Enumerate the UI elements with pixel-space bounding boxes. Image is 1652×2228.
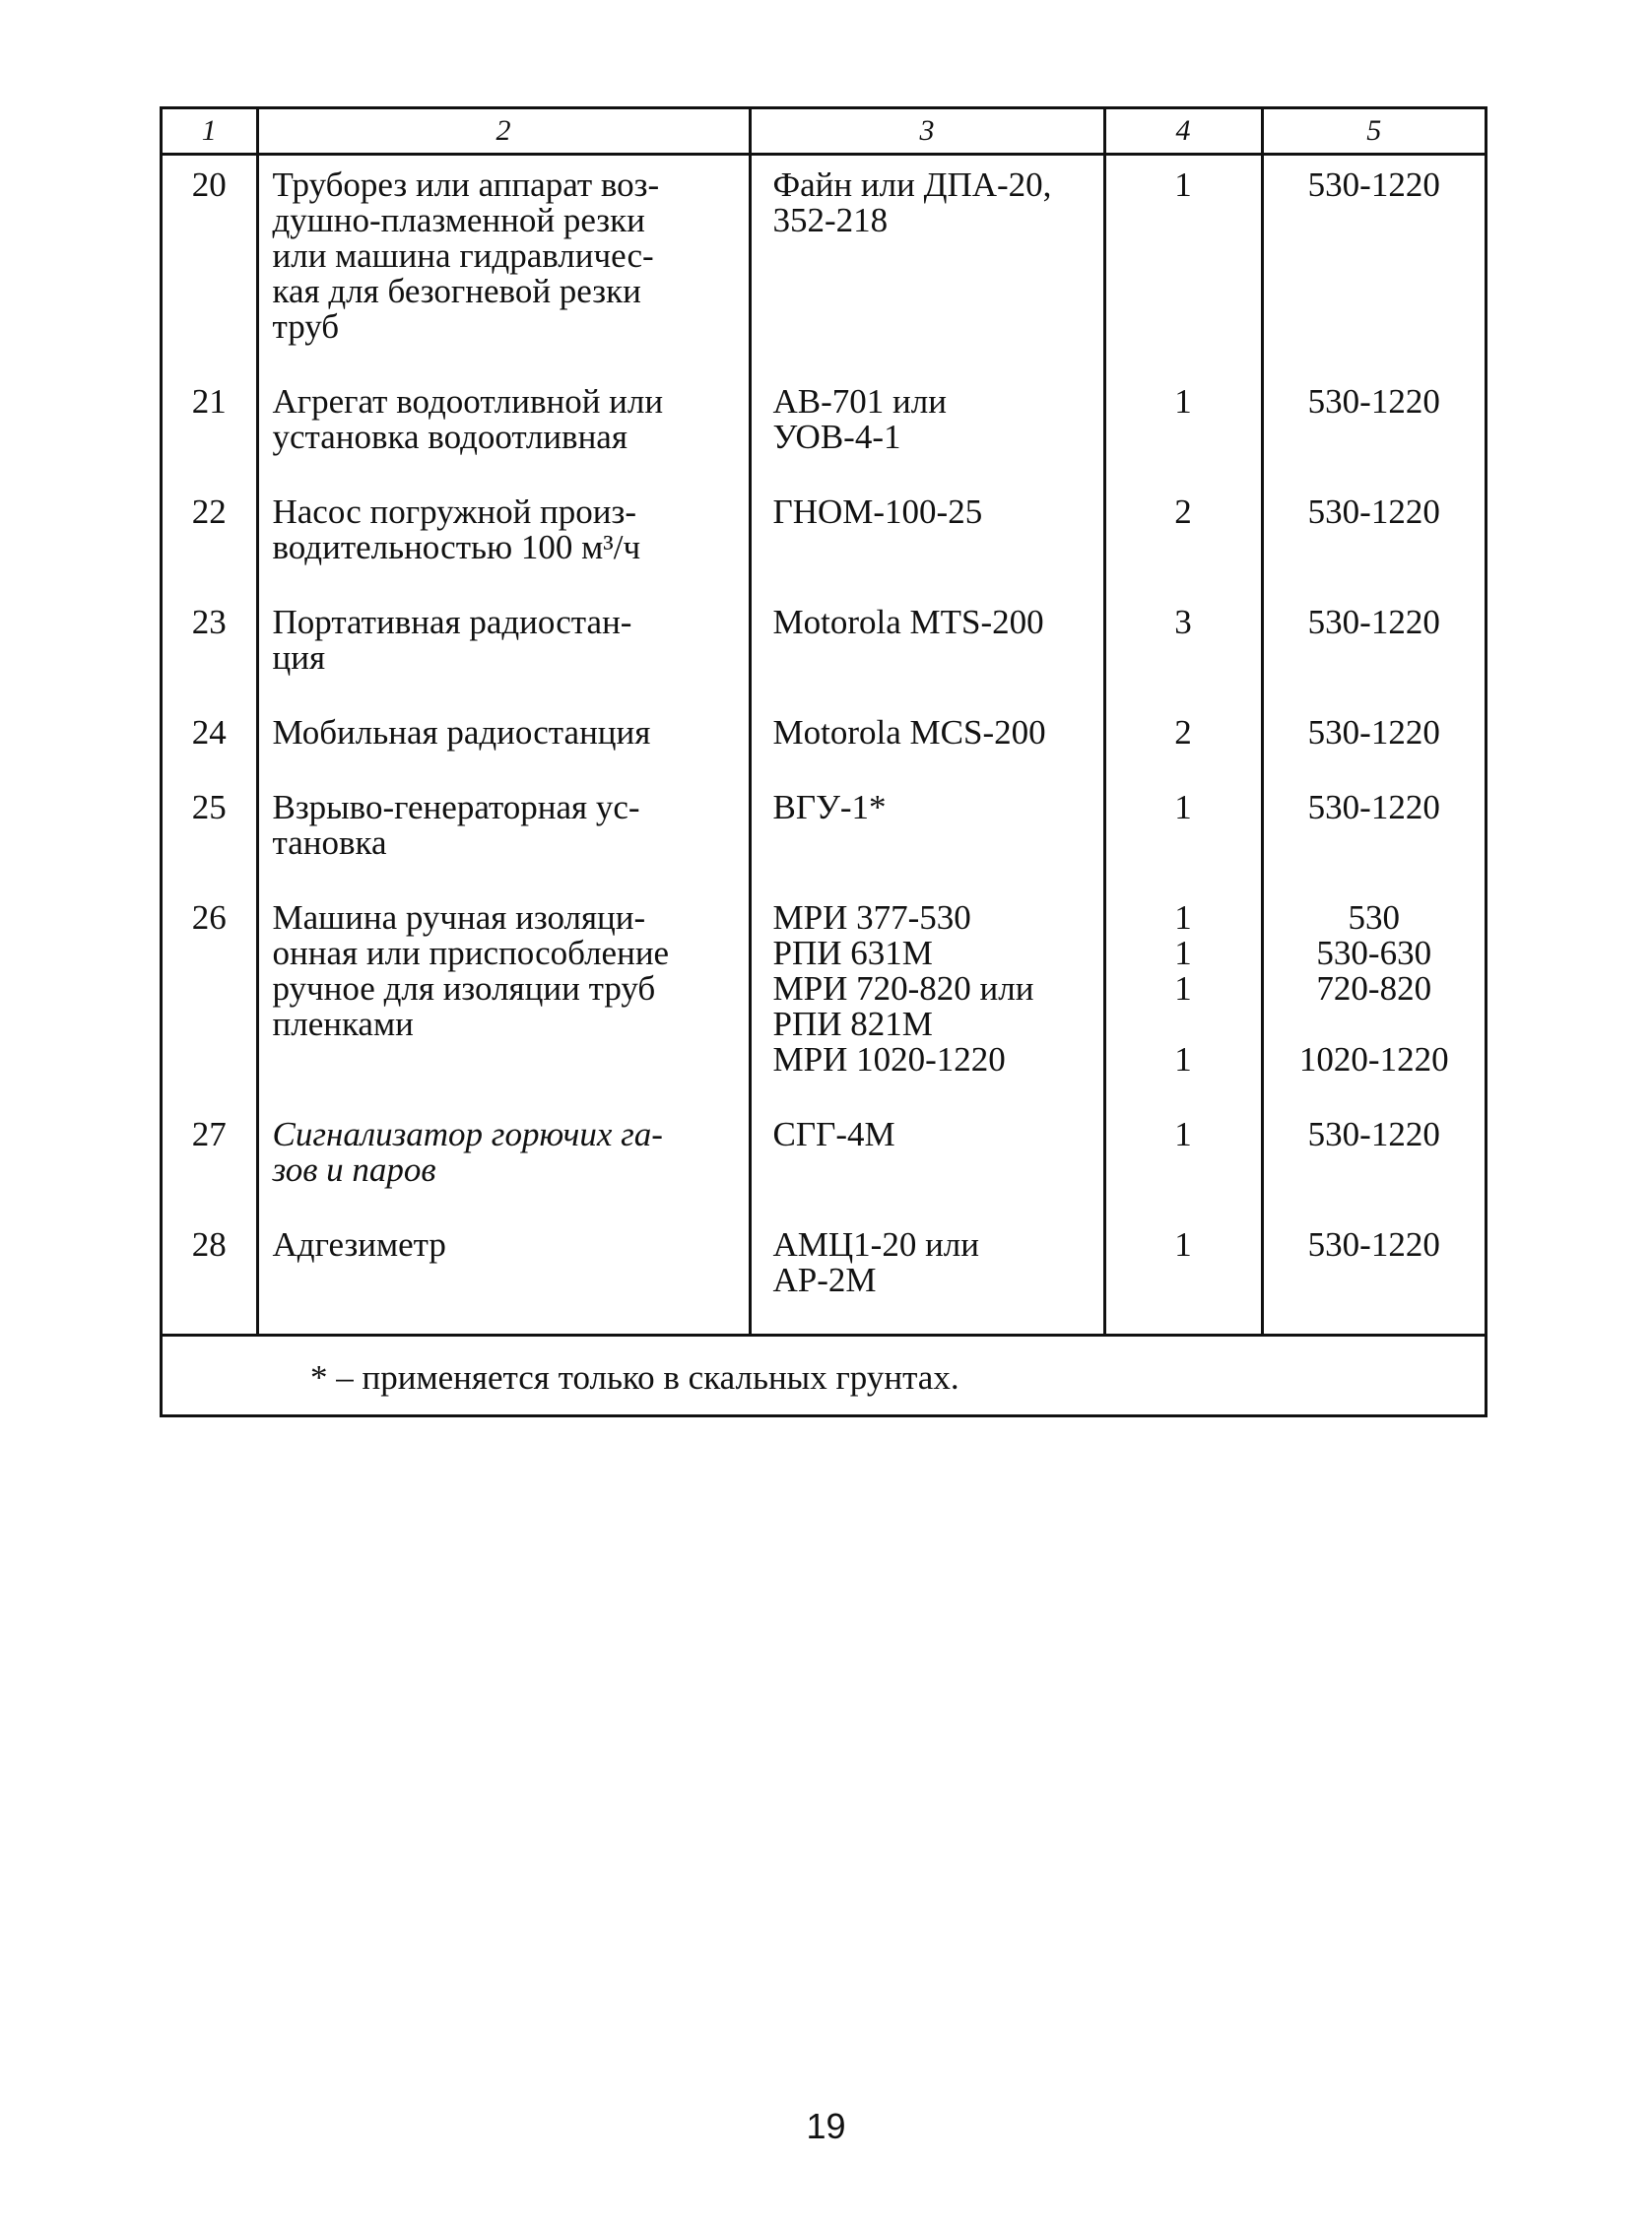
row-number: 25: [191, 788, 227, 826]
equipment-quantity: 3: [1104, 593, 1262, 703]
equipment-model: СГГ-4М: [750, 1105, 1104, 1215]
header-col-4: 4: [1104, 109, 1262, 155]
equipment-model: АМЦ1-20 или АР-2М: [750, 1215, 1104, 1334]
table-row: [163, 703, 1485, 778]
equipment-model: Файн или ДПА-20, 352-218: [750, 155, 1104, 373]
pipe-diameter: 530-1220: [1262, 1215, 1485, 1334]
equipment-quantity: 1: [1104, 778, 1262, 888]
table-row: [163, 888, 1485, 1105]
row-number: 26: [191, 898, 227, 937]
pipe-diameter: 530 530-630 720-820 1020-1220: [1262, 888, 1485, 1105]
pipe-diameter: 530-1220: [1262, 593, 1485, 703]
equipment-name: Насос погружной произ- водительностью 100 м³/ч: [257, 483, 750, 593]
header-row: [163, 109, 1485, 155]
header-col-3: 3: [750, 109, 1104, 155]
pipe-diameter: 530-1220: [1262, 155, 1485, 373]
equipment-name: Сигнализатор горючих га- зов и паров: [257, 1105, 750, 1215]
header-col-1: 1: [163, 109, 257, 155]
row-number: 23: [191, 603, 227, 641]
equipment-quantity: 2: [1104, 483, 1262, 593]
equipment-quantity: 1: [1104, 155, 1262, 373]
equipment-quantity: 1: [1104, 1215, 1262, 1334]
pipe-diameter: 530-1220: [1262, 778, 1485, 888]
pipe-diameter: 530-1220: [1262, 703, 1485, 778]
header-col-5: 5: [1262, 109, 1485, 155]
row-number: 22: [191, 492, 227, 531]
equipment-model: ВГУ-1*: [750, 778, 1104, 888]
equipment-quantity: 2: [1104, 703, 1262, 778]
pipe-diameter: 530-1220: [1262, 372, 1485, 483]
equipment-name: Адгезиметр: [257, 1215, 750, 1334]
equipment-model: ГНОМ-100-25: [750, 483, 1104, 593]
equipment-model: МРИ 377-530 РПИ 631М МРИ 720-820 или РПИ 821М МРИ 1020-1220: [750, 888, 1104, 1105]
row-number: 28: [191, 1225, 227, 1264]
equipment-name: Взрыво-генераторная ус- тановка: [257, 778, 750, 888]
footnote: * – применяется только в скальных грунтах.: [310, 1358, 959, 1397]
equipment-name: Мобильная радиостанция: [257, 703, 750, 778]
table-row: [163, 778, 1485, 888]
equipment-table-frame: [160, 106, 1487, 1417]
footnote-row: [163, 1334, 1485, 1414]
equipment-quantity: 1: [1104, 372, 1262, 483]
table-row: [163, 1215, 1485, 1334]
equipment-name: Машина ручная изоляци- онная или приспособление ручное для изоляции труб пленками: [257, 888, 750, 1105]
row-number: 27: [191, 1115, 227, 1153]
equipment-quantity: 1: [1104, 1105, 1262, 1215]
table-row: [163, 1105, 1485, 1215]
equipment-table: [163, 109, 1485, 1334]
equipment-model: Motorola MTS-200: [750, 593, 1104, 703]
equipment-model: АВ-701 или УОВ-4-1: [750, 372, 1104, 483]
header-col-2: 2: [257, 109, 750, 155]
pipe-diameter: 530-1220: [1262, 483, 1485, 593]
table-row: [163, 483, 1485, 593]
table-row: [163, 593, 1485, 703]
row-number: 20: [191, 165, 227, 204]
row-number: 24: [191, 713, 227, 752]
equipment-quantity: 1 1 1 1: [1104, 888, 1262, 1105]
table-row: [163, 372, 1485, 483]
row-number: 21: [191, 382, 227, 421]
table-row: [163, 155, 1485, 373]
equipment-name: Портативная радиостан- ция: [257, 593, 750, 703]
pipe-diameter: 530-1220: [1262, 1105, 1485, 1215]
equipment-name: Труборез или аппарат воз- душно-плазменной резки или машина гидравличес- кая для безогневой резки труб: [257, 155, 750, 373]
page-number: 19: [806, 2106, 846, 2146]
equipment-model: Motorola MCS-200: [750, 703, 1104, 778]
equipment-name: Агрегат водоотливной или установка водоотливная: [257, 372, 750, 483]
